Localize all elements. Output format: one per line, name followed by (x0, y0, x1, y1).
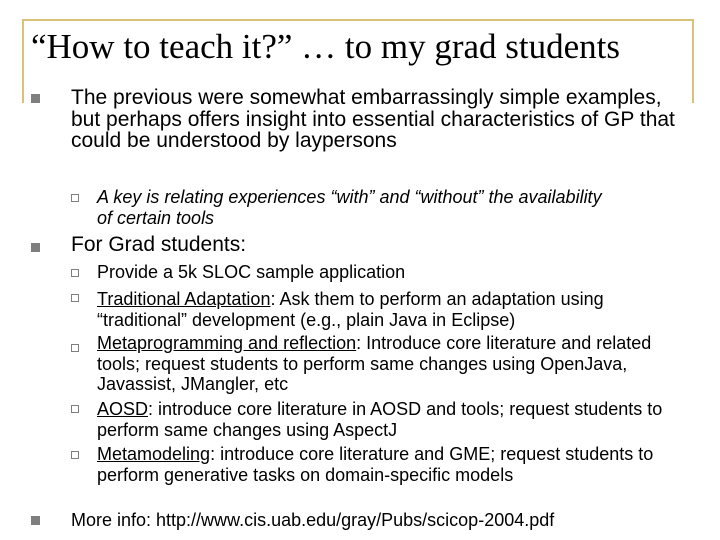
hollow-square-bullet-icon (71, 194, 79, 202)
title-frame-right (692, 19, 694, 103)
hollow-square-bullet-icon (71, 451, 79, 459)
hollow-square-bullet-icon (71, 344, 79, 352)
hollow-square-bullet-icon (71, 294, 79, 302)
bullet-2-sub-5-text (97, 444, 677, 485)
hollow-square-bullet-icon (71, 269, 79, 277)
bullet-1-text: The previous were somewhat embarrassingly simple examples, but perhaps offers insight into essential characteristics of GP that could be understood by laypersons (71, 86, 675, 152)
filled-square-bullet-icon (31, 516, 40, 525)
term-metaprogramming-and-reflection: Metaprogramming and reflection (97, 333, 357, 353)
filled-square-bullet-icon (31, 94, 40, 103)
term-traditional-adaptation: Traditional Adaptation (97, 289, 271, 309)
term-aosd: AOSD (97, 399, 149, 419)
title-frame-left (22, 19, 24, 103)
filled-square-bullet-icon (31, 243, 40, 252)
bullet-2-sub-4-text (97, 399, 687, 440)
hollow-square-bullet-icon (71, 405, 79, 413)
bullet-2-sub-4-desc: : introduce core literature in AOSD and tools; request students to perform same changes using AspectJ (97, 399, 663, 440)
term-metamodeling: Metamodeling (97, 444, 211, 464)
title-frame-top (22, 19, 694, 21)
bullet-2-sub-2-desc: : Ask them to perform an adaptation using “traditional” development (e.g., plain Java in Eclipse) (97, 289, 604, 330)
bullet-2-sub-1-text: Provide a 5k SLOC sample application (97, 262, 406, 282)
bullet-2-sub-2-text (97, 289, 652, 330)
bullet-2-sub-3-desc: : Introduce core literature and related tools; request students to perform same changes using OpenJava, Javassist, JMangler, etc (97, 333, 652, 394)
bullet-1-sub-1-text: A key is relating experiences “with” and “without” the availability of certain tools (97, 187, 602, 228)
bullet-3-text: More info: http://www.cis.uab.edu/gray/Pubs/scicop-2004.pdf (71, 510, 555, 530)
bullet-2-sub-3-text (97, 333, 687, 395)
bullet-2-sub-5-desc: : introduce core literature and GME; request students to perform generative tasks on domain-specific models (97, 444, 654, 485)
bullet-2-text: For Grad students: (71, 233, 247, 256)
slide-title: “How to teach it?” … to my grad students (31, 27, 621, 66)
